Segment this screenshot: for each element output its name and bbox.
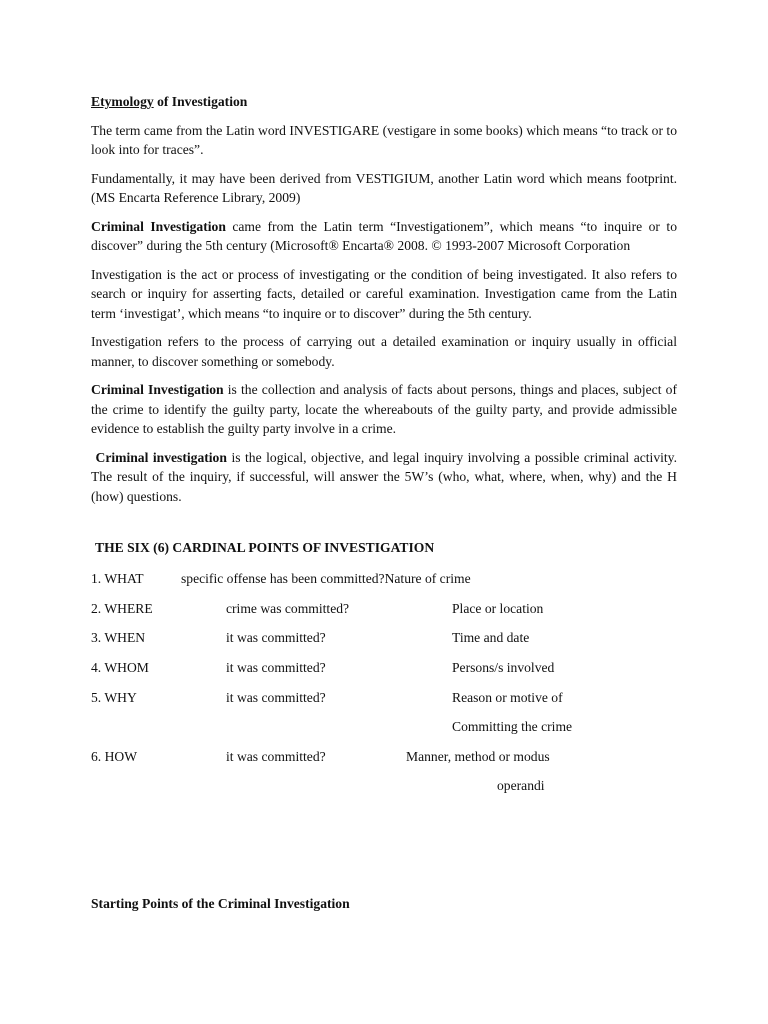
paragraph-bold-term: Criminal Investigation — [91, 382, 224, 397]
section-title — [91, 92, 677, 112]
cardinal-point-answer: Manner, method or modus — [406, 749, 550, 764]
cardinal-point-answer: Reason or motive of — [452, 690, 563, 705]
document-body — [91, 92, 677, 515]
paragraph — [91, 332, 677, 371]
cardinal-point-number: 1. WHAT — [91, 571, 144, 586]
paragraph-text: The term came from the Latin word INVESTIGARE (vestigare in some books) which means “to track or to look into for traces”. — [91, 122, 677, 157]
cardinal-point-answer-continued: operandi — [497, 778, 545, 793]
cardinal-point-question: it was committed? — [226, 690, 326, 705]
cardinal-point-answer: Place or location — [452, 601, 544, 616]
paragraph-text: Investigation refers to the process of carrying out a detailed examination or inquiry usually in official manner, to discover something or somebody. — [91, 334, 677, 369]
cardinal-point-question: specific offense has been committed?Nature of crime — [181, 571, 471, 586]
cardinal-point-answer: Time and date — [452, 630, 530, 645]
title-underlined-word: Etymology — [91, 94, 154, 109]
cardinal-point-answer: Persons/s involved — [452, 660, 555, 675]
paragraph-bold-term: Criminal Investigation — [91, 218, 226, 234]
paragraph-text: is the logical, objective, and legal inquiry involving a possible criminal activity. The result of the inquiry, if successful, will answer the 5W’s (who, what, where, when, why) and the H (how) questions. — [91, 449, 677, 504]
cardinal-point-number: 2. WHERE — [91, 601, 153, 616]
paragraph-text: Investigation is the act or process of investigating or the condition of being investigated. It also refers to search or inquiry for asserting facts, detailed or careful examination. Investigation came from the Latin term ‘investigat’, which means “to inquire or to discover” during the 5th century. — [91, 266, 677, 321]
paragraph — [91, 217, 677, 256]
cardinal-point-question: it was committed? — [226, 630, 326, 645]
title-rest: of Investigation — [153, 94, 248, 109]
cardinal-point-question: it was committed? — [226, 749, 326, 764]
paragraph-text: Fundamentally, it may have been derived from VESTIGIUM, another Latin word which means footprint. (MS Encarta Reference Library, 2009) — [91, 170, 677, 205]
cardinal-point-question: it was committed? — [226, 660, 326, 675]
starting-points-heading: Starting Points of the Criminal Investigation — [91, 896, 350, 911]
cardinal-point-answer-continued: Committing the crime — [452, 719, 573, 734]
paragraph-text: came from the Latin term “Investigationem”, which means “to inquire or to discover” during the 5th century (Microsoft® Encarta® 2008. © 1993-2007 Microsoft Corporation — [91, 218, 677, 253]
paragraph-bold-term: Criminal investigation — [91, 449, 227, 465]
cardinal-point-number: 6. HOW — [91, 749, 138, 764]
paragraph — [91, 265, 677, 324]
paragraph — [91, 121, 677, 160]
paragraph — [91, 448, 677, 507]
paragraph — [91, 169, 677, 208]
cardinal-points-heading: THE SIX (6) CARDINAL POINTS OF INVESTIGATION — [95, 540, 435, 555]
cardinal-point-number: 3. WHEN — [91, 630, 146, 645]
paragraph — [91, 380, 677, 439]
cardinal-point-question: crime was committed? — [226, 601, 350, 616]
cardinal-point-number: 5. WHY — [91, 690, 137, 705]
paragraph-text: is the collection and analysis of facts about persons, things and places, subject of the crime to identify the guilty party, locate the whereabouts of the guilty party, and provide admissible evidence to establish the guilty party involve in a crime. — [91, 382, 677, 436]
cardinal-point-number: 4. WHOM — [91, 660, 149, 675]
